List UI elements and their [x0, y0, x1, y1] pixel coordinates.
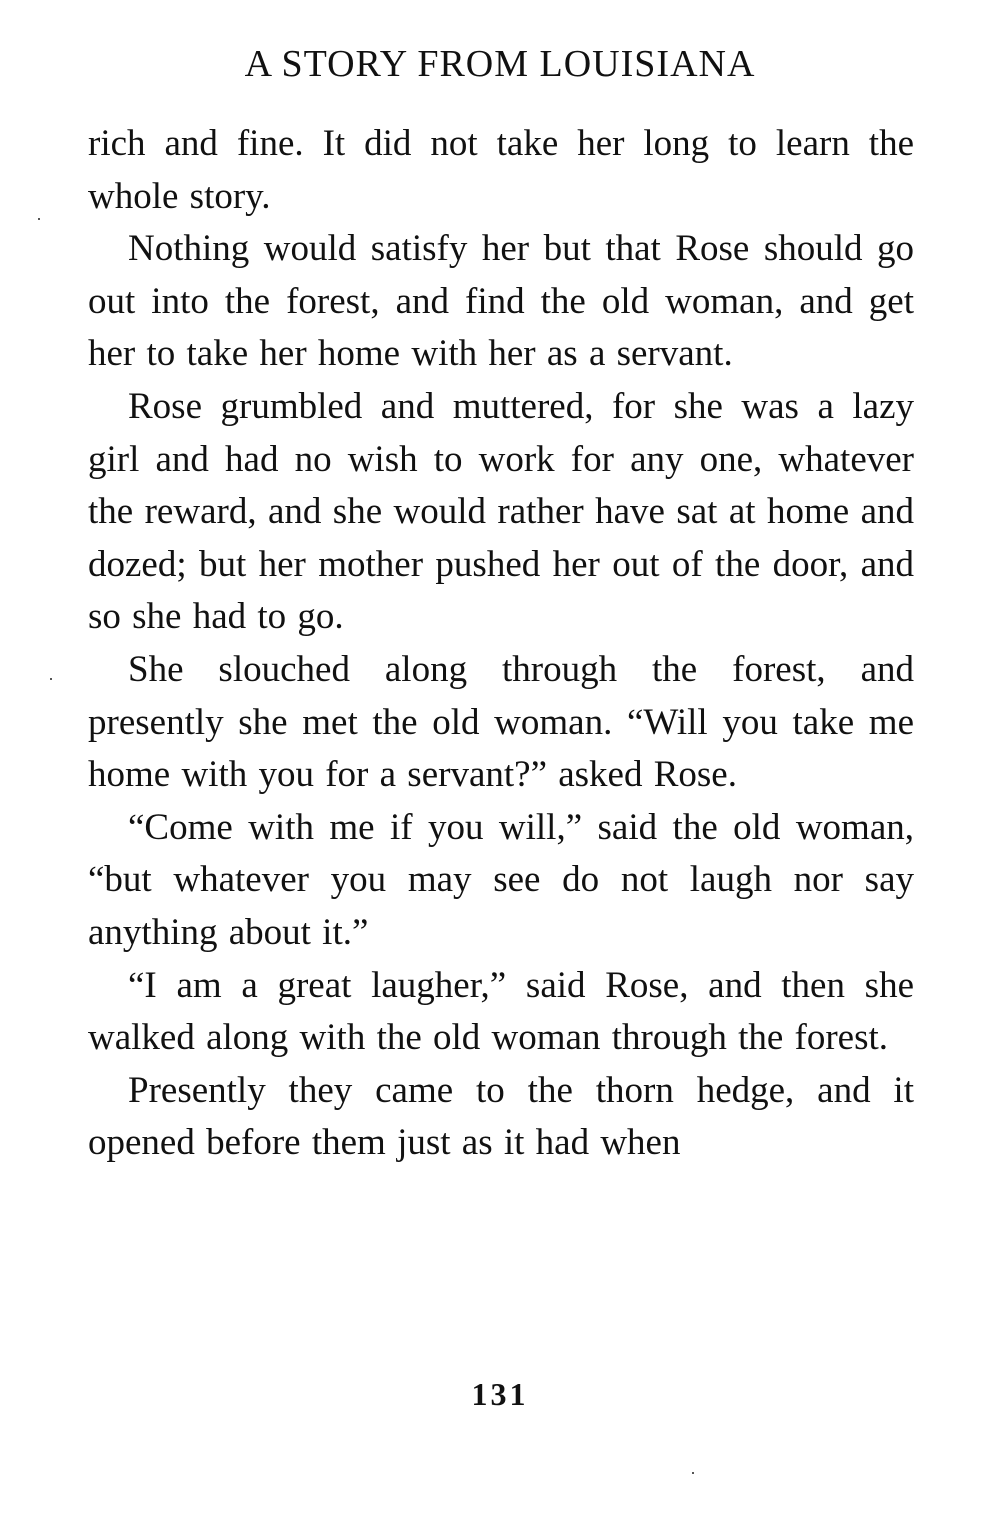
paragraph: Rose grumbled and muttered, for she was a lazy girl and had no wish to work for any one, whatever the reward, and she would rather have sat at home and dozed; but her mother pushed her out of the door, and so she had to go. — [88, 385, 914, 638]
body-text — [88, 118, 914, 1170]
paragraph: She slouched along through the forest, and presently she met the old woman. “Will you take me home with you for a servant?” asked Rose. — [88, 648, 914, 796]
running-head: A STORY FROM LOUISIANA — [244, 43, 756, 85]
paragraph: “I am a great laugher,” said Rose, and then she walked along with the old woman through the forest. — [88, 964, 914, 1059]
scan-speck — [692, 1472, 694, 1474]
page-number: 131 — [471, 1376, 529, 1412]
scan-speck — [50, 678, 52, 680]
paragraph: “Come with me if you will,” said the old woman, “but whatever you may see do not laugh nor say anything about it.” — [88, 806, 914, 953]
scan-speck — [38, 218, 40, 220]
paragraph-continued: rich and fine. It did not take her long to learn the whole story. — [88, 123, 914, 217]
paragraph: Presently they came to the thorn hedge, and it opened before them just as it had when — [88, 1069, 914, 1164]
paragraph: Nothing would satisfy her but that Rose should go out into the forest, and find the old woman, and get her to take her home with her as a servant. — [88, 228, 914, 375]
